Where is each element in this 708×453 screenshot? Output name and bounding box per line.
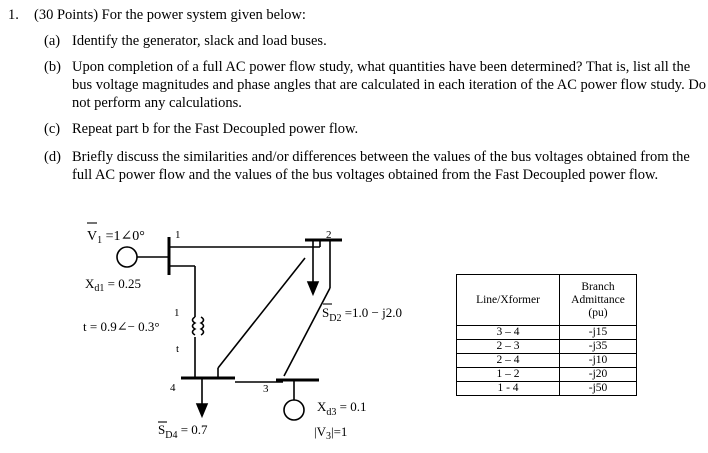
xd1-label: $X_{d1} = 0.25$	[85, 276, 141, 294]
admittance-cell: -j15	[560, 326, 637, 340]
xfmr-side-1-label: 1	[174, 307, 180, 319]
branch-cell: 2 – 3	[457, 340, 560, 354]
load-4-arrow	[197, 404, 207, 416]
sd2-label: $S_{D2} =1.0 - j2.0$	[322, 305, 402, 324]
question-header: (30 Points) For the power system given below:	[34, 7, 306, 23]
bus-2-label: 2	[326, 229, 332, 241]
admittance-cell: -j35	[560, 340, 637, 354]
question-number: 1.	[8, 7, 19, 23]
header-branch-admittance: Branch Admittance (pu)	[560, 275, 637, 326]
branch-cell: 1 - 4	[457, 382, 560, 396]
branch-cell: 1 – 2	[457, 368, 560, 382]
bus-4-label: 4	[170, 382, 176, 394]
part-a-label: (a)	[44, 33, 61, 49]
admittance-cell: -j20	[560, 368, 637, 382]
bus-3-label: 3	[263, 383, 269, 395]
branch-admittance-table	[456, 274, 637, 396]
transformer-winding	[193, 317, 204, 335]
table-row	[457, 382, 637, 396]
sd4-label: $S_{D4} = 0.7$	[158, 422, 208, 441]
part-c-label: (c)	[44, 121, 61, 137]
generator-3-symbol	[284, 400, 304, 420]
part-b-label: (b)	[44, 59, 61, 75]
admittance-cell: -j10	[560, 354, 637, 368]
generator-1-symbol	[117, 247, 137, 267]
tap-ratio-label: t = 0.9∠− 0.3°	[83, 319, 160, 334]
table-row	[457, 368, 637, 382]
table-row	[457, 326, 637, 340]
v1-label: $V_1$ =1∠0°	[87, 229, 145, 246]
xfmr-side-t-label: t	[176, 343, 180, 355]
branch-cell: 2 – 4	[457, 354, 560, 368]
xd3-label: $X_{d3} = 0.1$	[317, 399, 367, 418]
table-row	[457, 354, 637, 368]
bus-1-label: 1	[175, 229, 181, 241]
part-c-text: Repeat part b for the Fast Decoupled power flow.	[72, 121, 359, 137]
part-a-text: Identify the generator, slack and load buses.	[72, 33, 327, 49]
part-d-label: (d)	[44, 149, 61, 165]
header-line-xformer: Line/Xformer	[457, 275, 560, 326]
part-b-text: Upon completion of a full AC power flow study, what quantities have been determined? That is, list all the bus voltage magnitudes and phase angles that are calculated in each iteration of the AC power flow study. Do not perform any calculations.	[72, 59, 707, 111]
branch-cell: 3 – 4	[457, 326, 560, 340]
load-2-arrow	[308, 282, 318, 294]
part-d-text: Briefly discuss the similarities and/or differences between the values of the bus voltages obtained from the full AC power flow and the values of the bus voltages obtained from the Fast Decoupled power flow.	[72, 149, 690, 183]
table-row	[457, 340, 637, 354]
line-2-4	[218, 258, 305, 368]
table-header-row	[457, 275, 637, 326]
v3-label: $|V_3|=1$	[314, 424, 348, 442]
admittance-cell: -j50	[560, 382, 637, 396]
